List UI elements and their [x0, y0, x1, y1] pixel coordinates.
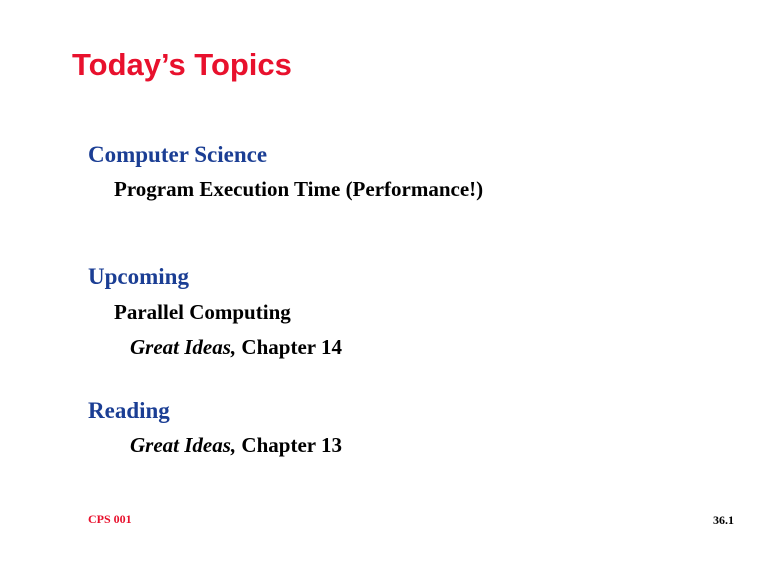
- section-heading: Reading: [88, 398, 170, 424]
- spacer: [88, 325, 708, 335]
- section-heading: Upcoming: [88, 264, 189, 290]
- reference-chapter: Chapter 14: [236, 334, 342, 359]
- spacer: [88, 290, 708, 300]
- spacer: [88, 360, 708, 398]
- section-upcoming: [88, 264, 708, 360]
- section-computer-science: [88, 142, 708, 202]
- reference-title: Great Ideas,: [130, 334, 237, 359]
- section-line: [88, 433, 708, 458]
- section-line: [88, 335, 708, 360]
- page-title: Today’s Topics: [72, 47, 292, 82]
- section-heading: Computer Science: [88, 142, 268, 167]
- section-reading: [88, 398, 708, 458]
- reference-title: Great Ideas,: [130, 433, 237, 458]
- footer-course-code: CPS 001: [88, 512, 132, 526]
- section-line: Parallel Computing: [114, 299, 291, 324]
- spacer: [88, 423, 708, 433]
- spacer: [88, 167, 708, 177]
- reference-chapter: Chapter 13: [236, 433, 342, 458]
- footer-slide-number: 36.1: [713, 513, 734, 527]
- spacer: [88, 202, 708, 264]
- section-line: Program Execution Time (Performance!): [114, 177, 484, 202]
- slide-body: [88, 142, 708, 459]
